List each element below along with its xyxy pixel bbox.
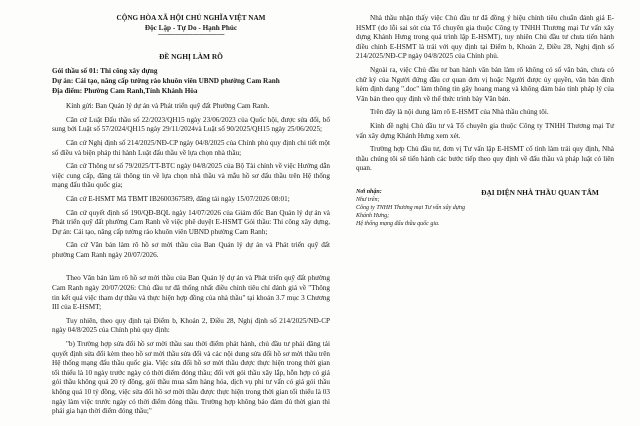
left-paragraph: Tuy nhiên, theo quy định tại Điểm b, Khoản 2, Điều 28, Nghị định số 214/2025/NĐ-CP ngày 04/8/2025 của Chính phủ quy định: <box>52 316 330 335</box>
signature-title: ĐẠI DIỆN NHÀ THẦU QUAN TÂM <box>481 187 599 197</box>
left-paragraph: Căn cứ Văn bản làm rõ hồ sơ mời thầu của Ban Quản lý dự án và Phát triển quỹ đất phường Cam Ranh ngày 20/07/2026. <box>52 241 330 259</box>
signature-block <box>356 188 614 228</box>
right-column <box>356 14 614 228</box>
left-paragraph: Theo Văn bản làm rõ hồ sơ mời thầu của Ban Quản lý dự án và Phát triển quỹ đất phường Cam Ranh ngày 20/07/2026: Chủ đầu tư đã thống nhất điều chỉnh tiêu chí đánh giá về "Thông tin kết quả việc tham dự thầu và thực hiện hợp đồng của nhà thầu" tại khoản 3.7 mục 3 Chương III của E-HSMT; <box>52 274 330 312</box>
right-paragraph: Trường hợp Chủ đầu tư, đơn vị Tư vấn lập E-HSMT cố tình làm trái quy định, Nhà thầu chúng tôi sẽ tiến hành các bước tiếp theo quy định về đấu thầu và pháp luật có liên quan. <box>356 145 614 173</box>
right-paragraph: Ngoài ra, việc Chủ đầu tư ban hành văn bản làm rõ không có số văn bản, chưa có chữ ký của Người đứng đầu cơ quan đơn vị hoặc Người được ủy quyền, văn bản đính kèm định dạng ".doc" làm thông tin gây hoang mang và không đảm bảo tính pháp lý của Văn bản theo quy định về thể thức trình bày Văn bản. <box>356 65 614 103</box>
package-line: Gói thầu số 01: Thi công xây dựng <box>52 67 158 76</box>
quoted-regulation: "b) Trường hợp sửa đổi hồ sơ mời thầu sau thời điểm phát hành, chủ đầu tư phải đăng tải quyết định sửa đổi kèm theo hồ sơ mời thầu sửa đổi và các nội dung sửa đổi hồ sơ mời thầu trên Hệ thống mạng đấu thầu quốc gia. Việc sửa đổi hồ sơ mời thầu được thực hiện trong thời gian tối thiểu là 10 ngày trước ngày có thời điểm đóng thầu; đối với gói thầu xây lắp, hỗn hợp có giá gói thầu không quá 20 tỷ đồng, gói thầu mua sắm hàng hóa, dịch vụ phi tư vấn có giá gói thầu không quá 10 tỷ đồng, việc sửa đổi hồ sơ mời thầu được thực hiện trong thời gian tối thiểu là 03 ngày làm việc trước ngày có thời điểm đóng thầu. Trường hợp không bảo đảm đủ thời gian thì phải gia hạn thời điểm đóng thầu;" <box>52 340 330 416</box>
left-paragraph: Căn cứ Luật Đấu thầu số 22/2023/QH15 ngày 23/06/2023 của Quốc hội, được sửa đổi, bổ sung bởi Luật số 57/2024/QH15 ngày 29/11/2024và Luật số 90/2025/QH15 ngày 25/06/2025; <box>52 115 330 134</box>
recipient-item: Như trên; <box>356 196 380 203</box>
right-paragraph: Trên đây là nội dung làm rõ E-HSMT của Nhà thầu chúng tôi. <box>370 108 549 117</box>
right-paragraph: Nhà thầu nhận thấy việc Chủ đầu tư đã đồng ý hiệu chỉnh tiêu chuẩn đánh giá E-HSMT (do lỗi sai sót của Tổ chuyên gia thuộc Công ty TNHH Thương mại Tư vấn xây dựng Khánh Hưng trong quá trình lập E-HSMT), tuy nhiên Chủ đầu tư chưa tiến hành điều chỉnh E-HSMT là trái với quy định tại Điểm b, Khoản 2, Điều 28, Nghị định số 214/2025/NĐ-CP ngày 04/8/2025 của Chính phủ. <box>356 14 614 61</box>
nation-heading: CỘNG HÒA XÃ HỘI CHỦ NGHĨA VIỆT NAM <box>116 14 266 22</box>
document-title: ĐỀ NGHỊ LÀM RÕ <box>159 51 223 61</box>
salutation: Kính gửi: Ban Quản lý dự án và Phát triển quỹ đất Phường Cam Ranh. <box>66 102 270 111</box>
left-paragraph: Căn cứ quyết định số 190/QĐ-BQL ngày 14/07/2026 của Giám đốc Ban Quản lý dự án và Phát triển quỹ đất phường Cam Ranh về việc phê duyệt E-HSMT Gói thầu: Thi công xây dựng, Dự án: Cải tạo, nâng cấp tường rào khuôn viên UBND phường Cam Ranh; <box>52 208 330 236</box>
header-rule: ----------------------------------- <box>157 30 225 39</box>
recipients-label: Nơi nhận: <box>356 188 382 195</box>
left-paragraph: Căn cứ E-HSMT Mã TBMT IB2600367589, đăng tải ngày 15/07/2026 08:01; <box>66 194 290 203</box>
recipients-block <box>356 188 466 228</box>
recipient-item: Hệ thống mạng đấu thầu quốc gia. <box>356 220 440 227</box>
left-column <box>52 14 330 421</box>
right-paragraph: Kính đề nghị Chủ đầu tư và Tổ chuyên gia thuộc Công ty TNHH Thương mại Tư vấn xây dựng Khánh Hưng xem xét. <box>356 121 614 140</box>
recipient-item: Công ty TNHH Thương mại Tư vấn xây dựng Khánh Hưng; <box>356 204 466 219</box>
left-paragraph: Căn cứ Thông tư số 79/2025/TT-BTC ngày 04/8/2025 của Bộ Tài chính về việc Hướng dẫn việc cung cấp, đăng tải thông tin về lựa chọn nhà thầu và mẫu hồ sơ đấu thầu trên Hệ thống mạng đấu thầu quốc gia; <box>52 162 330 190</box>
left-paragraph: Căn cứ Nghị định số 214/2025/NĐ-CP ngày 04/8/2025 của Chính phủ quy định chi tiết một số điều và biện pháp thi hành Luật đấu thầu về lựa chọn nhà thầu; <box>52 138 330 157</box>
motto: Độc Lập - Tự Do - Hạnh Phúc <box>144 23 238 32</box>
project-line: Dự án: Cải tạo, nâng cấp tường rào khuôn viên UBND phường Cam Ranh <box>52 76 280 85</box>
location-line: Địa điểm: Phường Cam Ranh,Tỉnh Khánh Hòa <box>52 86 198 95</box>
